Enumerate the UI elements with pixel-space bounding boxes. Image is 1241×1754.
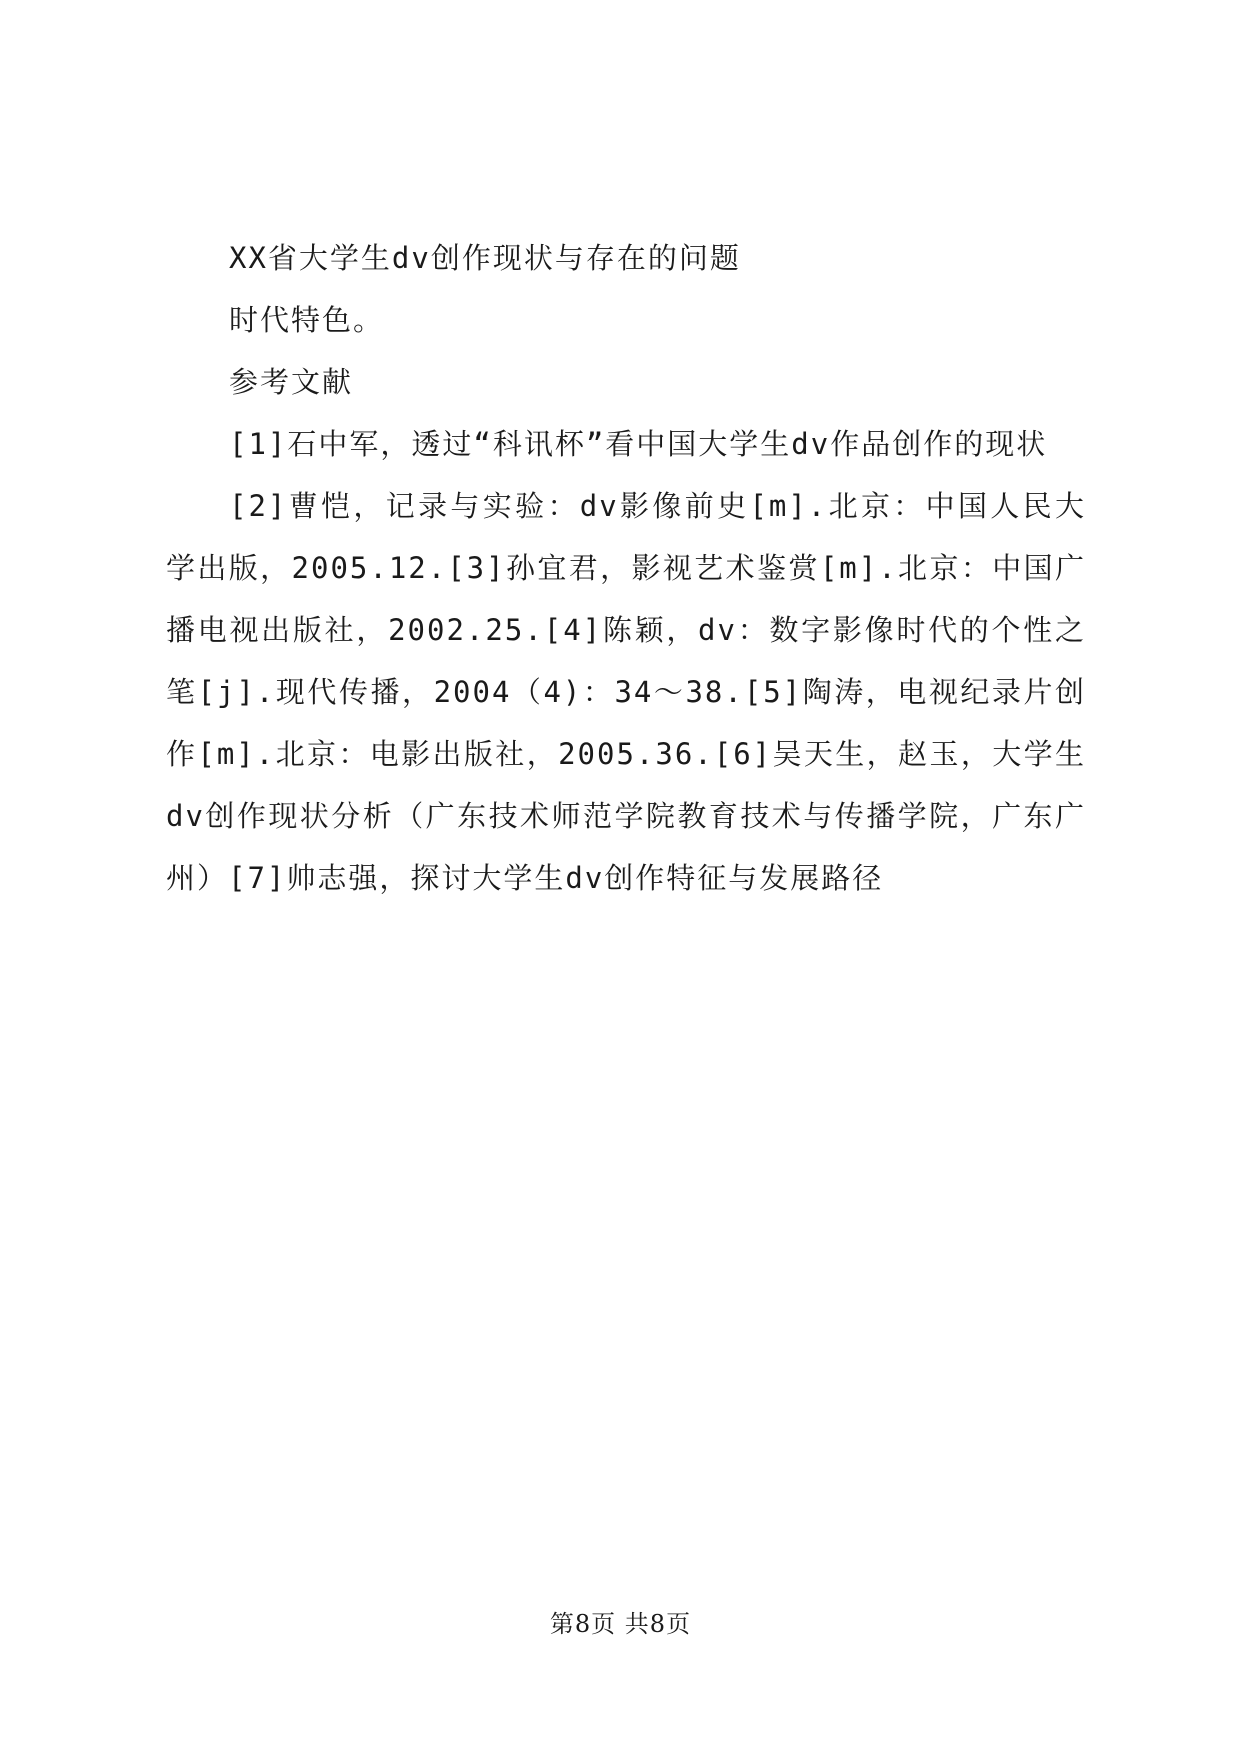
- reference-entries: [2]曹恺，记录与实验：dv影像前史[m].北京：中国人民大学出版，2005.12.[3]孙宜君，影视艺术鉴赏[m].北京：中国广播电视出版社，2002.25.[4]陈颖，dv：数字影像时代的个性之笔[j].现代传播，2004（4)：34～38.[5]陶涛，电视纪录片创作[m].北京：电影出版社，2005.36.[6]吴天生，赵玉，大学生dv创作现状分析（广东技术师范学院教育技术与传播学院，广东广州）[7]帅志强，探讨大学生dv创作特征与发展路径: [166, 489, 1086, 895]
- reference-entry: [1]石中军，透过“科讯杯”看中国大学生dv作品创作的现状: [229, 427, 1048, 461]
- document-title-line: XX省大学生dv创作现状与存在的问题: [229, 241, 741, 275]
- references-heading: 参考文献: [229, 365, 354, 399]
- document-body: [166, 227, 1086, 909]
- body-paragraph: 时代特色。: [229, 303, 385, 337]
- page-number-footer: 第8页 共8页: [549, 1610, 692, 1638]
